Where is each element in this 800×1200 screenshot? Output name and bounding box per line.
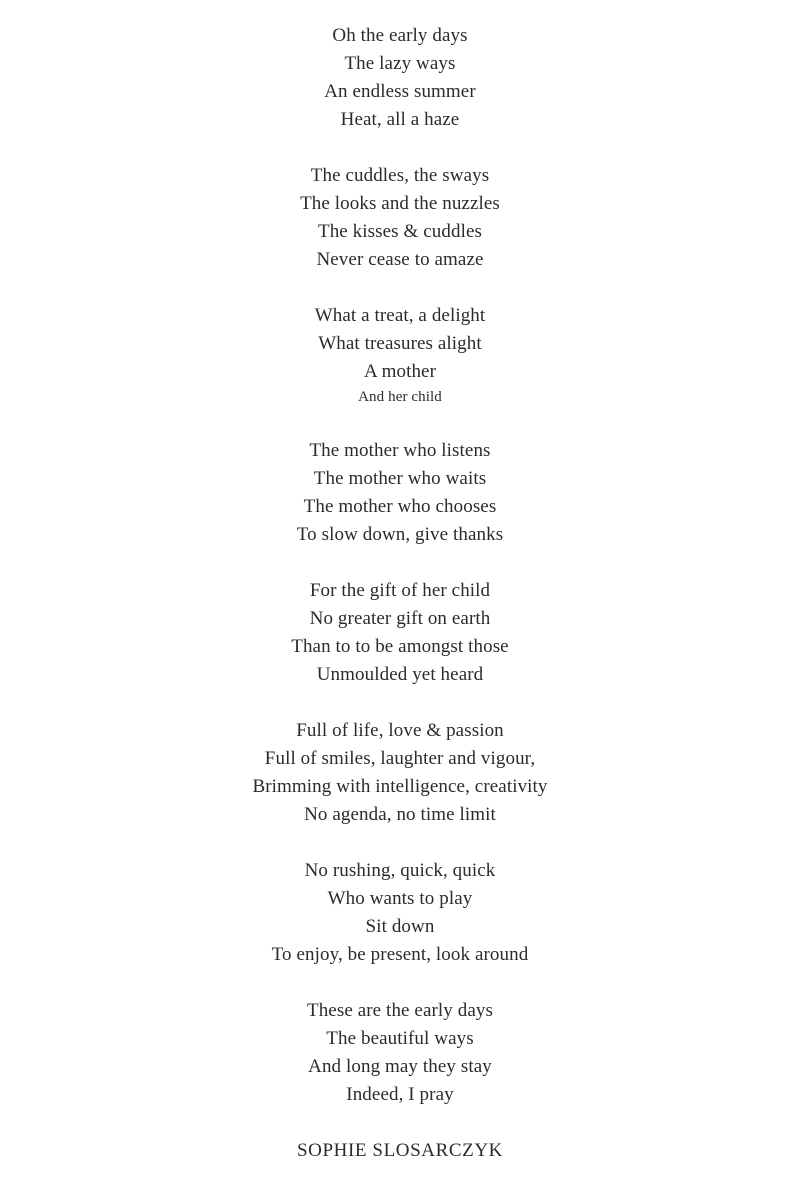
author-signature: SOPHIE SLOSARCZYK bbox=[296, 1140, 504, 1161]
poem-line: Oh the early days bbox=[332, 25, 468, 46]
poem-line: The mother who chooses bbox=[303, 496, 497, 517]
poem-line: The cuddles, the sways bbox=[310, 165, 490, 186]
poem-line: The kisses & cuddles bbox=[317, 221, 482, 242]
poem-line: No rushing, quick, quick bbox=[304, 860, 496, 881]
poem-line: Full of life, love & passion bbox=[296, 720, 504, 741]
poem-line: Brimming with intelligence, creativity bbox=[252, 776, 548, 797]
poem-line: Heat, all a haze bbox=[340, 109, 460, 130]
poem-line: The beautiful ways bbox=[326, 1028, 474, 1049]
poem-line: A mother bbox=[363, 361, 437, 382]
poem-line: These are the early days bbox=[307, 1000, 493, 1021]
poem-line: The mother who waits bbox=[313, 468, 487, 489]
poem-line: Than to to be amongst those bbox=[291, 636, 509, 657]
poem-line: No agenda, no time limit bbox=[304, 804, 496, 825]
poem-line: And long may they stay bbox=[308, 1056, 492, 1077]
poem-line: What treasures alight bbox=[318, 333, 482, 354]
poem-line: Indeed, I pray bbox=[346, 1084, 454, 1105]
poem-line: The lazy ways bbox=[344, 53, 456, 74]
poem-line: Sit down bbox=[365, 916, 435, 937]
poem-line: For the gift of her child bbox=[309, 580, 491, 601]
poem-line: No greater gift on earth bbox=[309, 608, 491, 629]
poem-line: Who wants to play bbox=[327, 888, 473, 909]
poem-line: An endless summer bbox=[324, 81, 476, 102]
poem-line: Unmoulded yet heard bbox=[316, 664, 484, 685]
poem-line: What a treat, a delight bbox=[314, 305, 486, 326]
poem-line: Full of smiles, laughter and vigour, bbox=[264, 748, 536, 769]
poem-line: To slow down, give thanks bbox=[296, 524, 504, 545]
poem-line: The mother who listens bbox=[309, 440, 491, 461]
poem-line: And her child bbox=[358, 389, 442, 405]
poem-line: Never cease to amaze bbox=[316, 249, 484, 270]
poem-line: To enjoy, be present, look around bbox=[271, 944, 529, 965]
poem-line: The looks and the nuzzles bbox=[300, 193, 500, 214]
